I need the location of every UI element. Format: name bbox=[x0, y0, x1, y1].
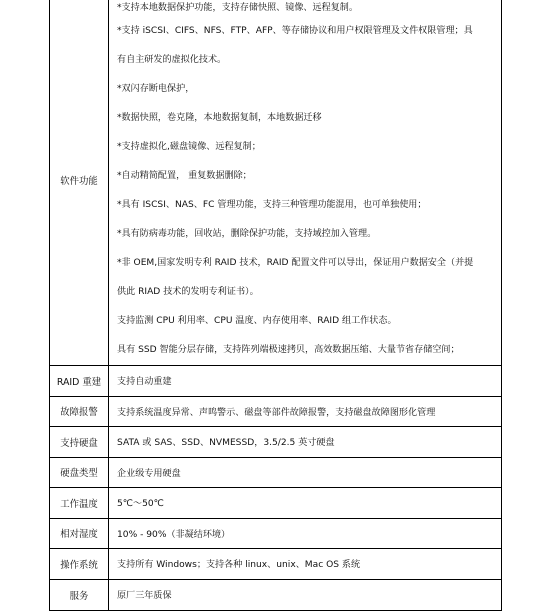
feature-line: 具有 SSD 智能分层存储，支持阵列端极速拷贝，高效数据压缩、大量节省存储空间； bbox=[117, 345, 460, 355]
table-row-software bbox=[50, 0, 502, 366]
table-row-fault-alarm bbox=[50, 396, 502, 427]
row-label: 故障报警 bbox=[50, 396, 109, 427]
row-value: SATA 或 SAS、SSD、NVMESSD，3.5/2.5 英寸硬盘 bbox=[109, 427, 502, 458]
feature-line: *非 OEM,国家发明专利 RAID 技术，RAID 配置文件可以导出，保证用户数据安全（并提 bbox=[117, 258, 474, 268]
table-row-raid-rebuild bbox=[50, 366, 502, 397]
row-value: 5℃～50℃ bbox=[109, 488, 502, 519]
feature-line: *双闪存断电保护， bbox=[117, 84, 195, 94]
row-label: RAID 重建 bbox=[50, 366, 109, 397]
row-value: 企业级专用硬盘 bbox=[109, 457, 502, 488]
feature-line: *数据快照，卷克隆，本地数据复制，本地数据迁移 bbox=[117, 113, 322, 123]
row-label: 硬盘类型 bbox=[50, 457, 109, 488]
row-value: 10% - 90%（非凝结环境） bbox=[109, 518, 502, 549]
feature-line: *自动精简配置， 重复数据删除； bbox=[117, 171, 252, 181]
row-label: 支持硬盘 bbox=[50, 427, 109, 458]
feature-line: 支持监测 CPU 利用率、CPU 温度、内存使用率、RAID 组工作状态。 bbox=[117, 316, 397, 326]
table-row-service bbox=[50, 579, 502, 610]
row-label: 软件功能 bbox=[50, 0, 109, 366]
feature-line: 供此 RIAD 技术的发明专利证书）。 bbox=[117, 287, 259, 297]
feature-line: *具有 ISCSI、NAS、FC 管理功能，支持三种管理功能混用，也可单独使用； bbox=[117, 200, 427, 210]
table-row-operating-system bbox=[50, 549, 502, 580]
feature-line: *支持虚拟化,磁盘镜像、远程复制； bbox=[117, 142, 261, 152]
feature-line: 有自主研发的虚拟化技术。 bbox=[117, 55, 227, 65]
row-label: 服务 bbox=[50, 579, 109, 610]
feature-line: *具有防病毒功能，回收站，删除保护功能，支持域控加入管理。 bbox=[117, 229, 377, 239]
row-value: 支持自动重建 bbox=[109, 366, 502, 397]
spec-table bbox=[49, 0, 502, 611]
row-label: 操作系统 bbox=[50, 549, 109, 580]
table-row-disk-type bbox=[50, 457, 502, 488]
table-row-operating-temperature bbox=[50, 488, 502, 519]
feature-line: *支持本地数据保护功能，支持存储快照、镜像、远程复制。 bbox=[117, 3, 358, 13]
row-label: 工作温度 bbox=[50, 488, 109, 519]
table-row-supported-disks bbox=[50, 427, 502, 458]
table-row-relative-humidity bbox=[50, 518, 502, 549]
row-label: 相对湿度 bbox=[50, 518, 109, 549]
feature-line: *支持 iSCSI、CIFS、NFS、FTP、AFP、等存储协议和用户权限管理及文件权限管理；具 bbox=[117, 26, 473, 36]
row-value: 支持所有 Windows；支持各种 linux、unix、Mac OS 系统 bbox=[109, 549, 502, 580]
feature-list bbox=[109, 0, 502, 366]
row-value: 支持系统温度异常、声鸣警示、磁盘等部件故障报警，支持磁盘故障图形化管理 bbox=[109, 396, 502, 427]
row-value: 原厂三年质保 bbox=[109, 579, 502, 610]
